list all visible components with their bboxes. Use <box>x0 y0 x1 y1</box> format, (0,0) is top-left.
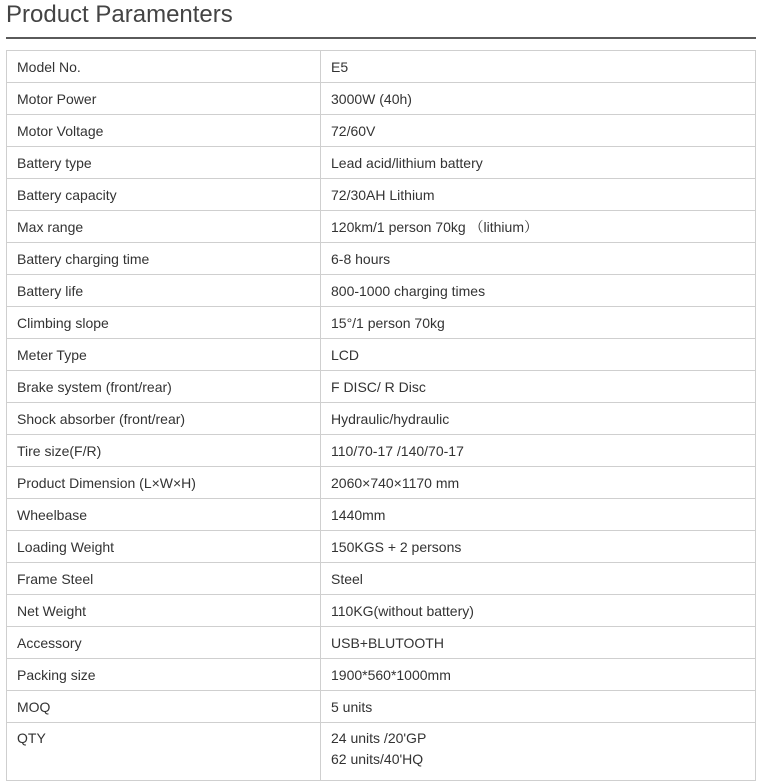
table-row <box>7 531 756 563</box>
param-value: 6-8 hours <box>321 243 756 275</box>
param-value: Hydraulic/hydraulic <box>321 403 756 435</box>
table-row <box>7 563 756 595</box>
param-label: Battery charging time <box>7 243 321 275</box>
table-row <box>7 499 756 531</box>
qty-value-line-2: 62 units/40'HQ <box>331 751 424 767</box>
table-row <box>7 467 756 499</box>
table-row <box>7 307 756 339</box>
table-row <box>7 403 756 435</box>
table-row <box>7 115 756 147</box>
param-value: 1900*560*1000mm <box>321 659 756 691</box>
table-row <box>7 691 756 723</box>
table-row <box>7 371 756 403</box>
param-label: Packing size <box>7 659 321 691</box>
param-label: Model No. <box>7 51 321 83</box>
table-row <box>7 275 756 307</box>
param-value: 120km/1 person 70kg （lithium） <box>321 211 756 243</box>
table-row <box>7 147 756 179</box>
param-value: 110/70-17 /140/70-17 <box>321 435 756 467</box>
title-divider <box>6 37 756 39</box>
param-value: USB+BLUTOOTH <box>321 627 756 659</box>
param-label: Loading Weight <box>7 531 321 563</box>
param-value: Lead acid/lithium battery <box>321 147 756 179</box>
param-value: 110KG(without battery) <box>321 595 756 627</box>
parameters-table-body <box>7 51 756 781</box>
page-title: Product Paramenters <box>6 1 233 28</box>
param-label: Battery capacity <box>7 179 321 211</box>
param-label: Climbing slope <box>7 307 321 339</box>
table-row <box>7 83 756 115</box>
table-row <box>7 659 756 691</box>
param-value: 2060×740×1170 mm <box>321 467 756 499</box>
param-label: Max range <box>7 211 321 243</box>
param-value: 3000W (40h) <box>321 83 756 115</box>
param-label: MOQ <box>7 691 321 723</box>
param-label: Wheelbase <box>7 499 321 531</box>
param-value-qty <box>321 723 756 781</box>
param-label: Motor Power <box>7 83 321 115</box>
table-row <box>7 243 756 275</box>
param-value: F DISC/ R Disc <box>321 371 756 403</box>
qty-value-line-1: 24 units /20'GP <box>331 730 427 746</box>
param-label: Accessory <box>7 627 321 659</box>
table-row <box>7 627 756 659</box>
param-label: Brake system (front/rear) <box>7 371 321 403</box>
param-label-qty: QTY <box>7 723 321 781</box>
param-label: Meter Type <box>7 339 321 371</box>
param-label: Shock absorber (front/rear) <box>7 403 321 435</box>
param-label: Product Dimension (L×W×H) <box>7 467 321 499</box>
param-value: 72/60V <box>321 115 756 147</box>
param-value: E5 <box>321 51 756 83</box>
product-parameters-table <box>6 50 756 781</box>
table-row <box>7 51 756 83</box>
table-row <box>7 595 756 627</box>
param-label: Motor Voltage <box>7 115 321 147</box>
table-row-qty <box>7 723 756 781</box>
param-value: 72/30AH Lithium <box>321 179 756 211</box>
param-value: 5 units <box>321 691 756 723</box>
param-label: Net Weight <box>7 595 321 627</box>
param-value: LCD <box>321 339 756 371</box>
table-row <box>7 435 756 467</box>
table-row <box>7 179 756 211</box>
param-value: 1440mm <box>321 499 756 531</box>
param-value: 15°/1 person 70kg <box>321 307 756 339</box>
table-row <box>7 339 756 371</box>
param-label: Battery life <box>7 275 321 307</box>
param-value: 800-1000 charging times <box>321 275 756 307</box>
param-value: Steel <box>321 563 756 595</box>
param-label: Tire size(F/R) <box>7 435 321 467</box>
param-label: Battery type <box>7 147 321 179</box>
table-row <box>7 211 756 243</box>
param-value: 150KGS + 2 persons <box>321 531 756 563</box>
param-label: Frame Steel <box>7 563 321 595</box>
